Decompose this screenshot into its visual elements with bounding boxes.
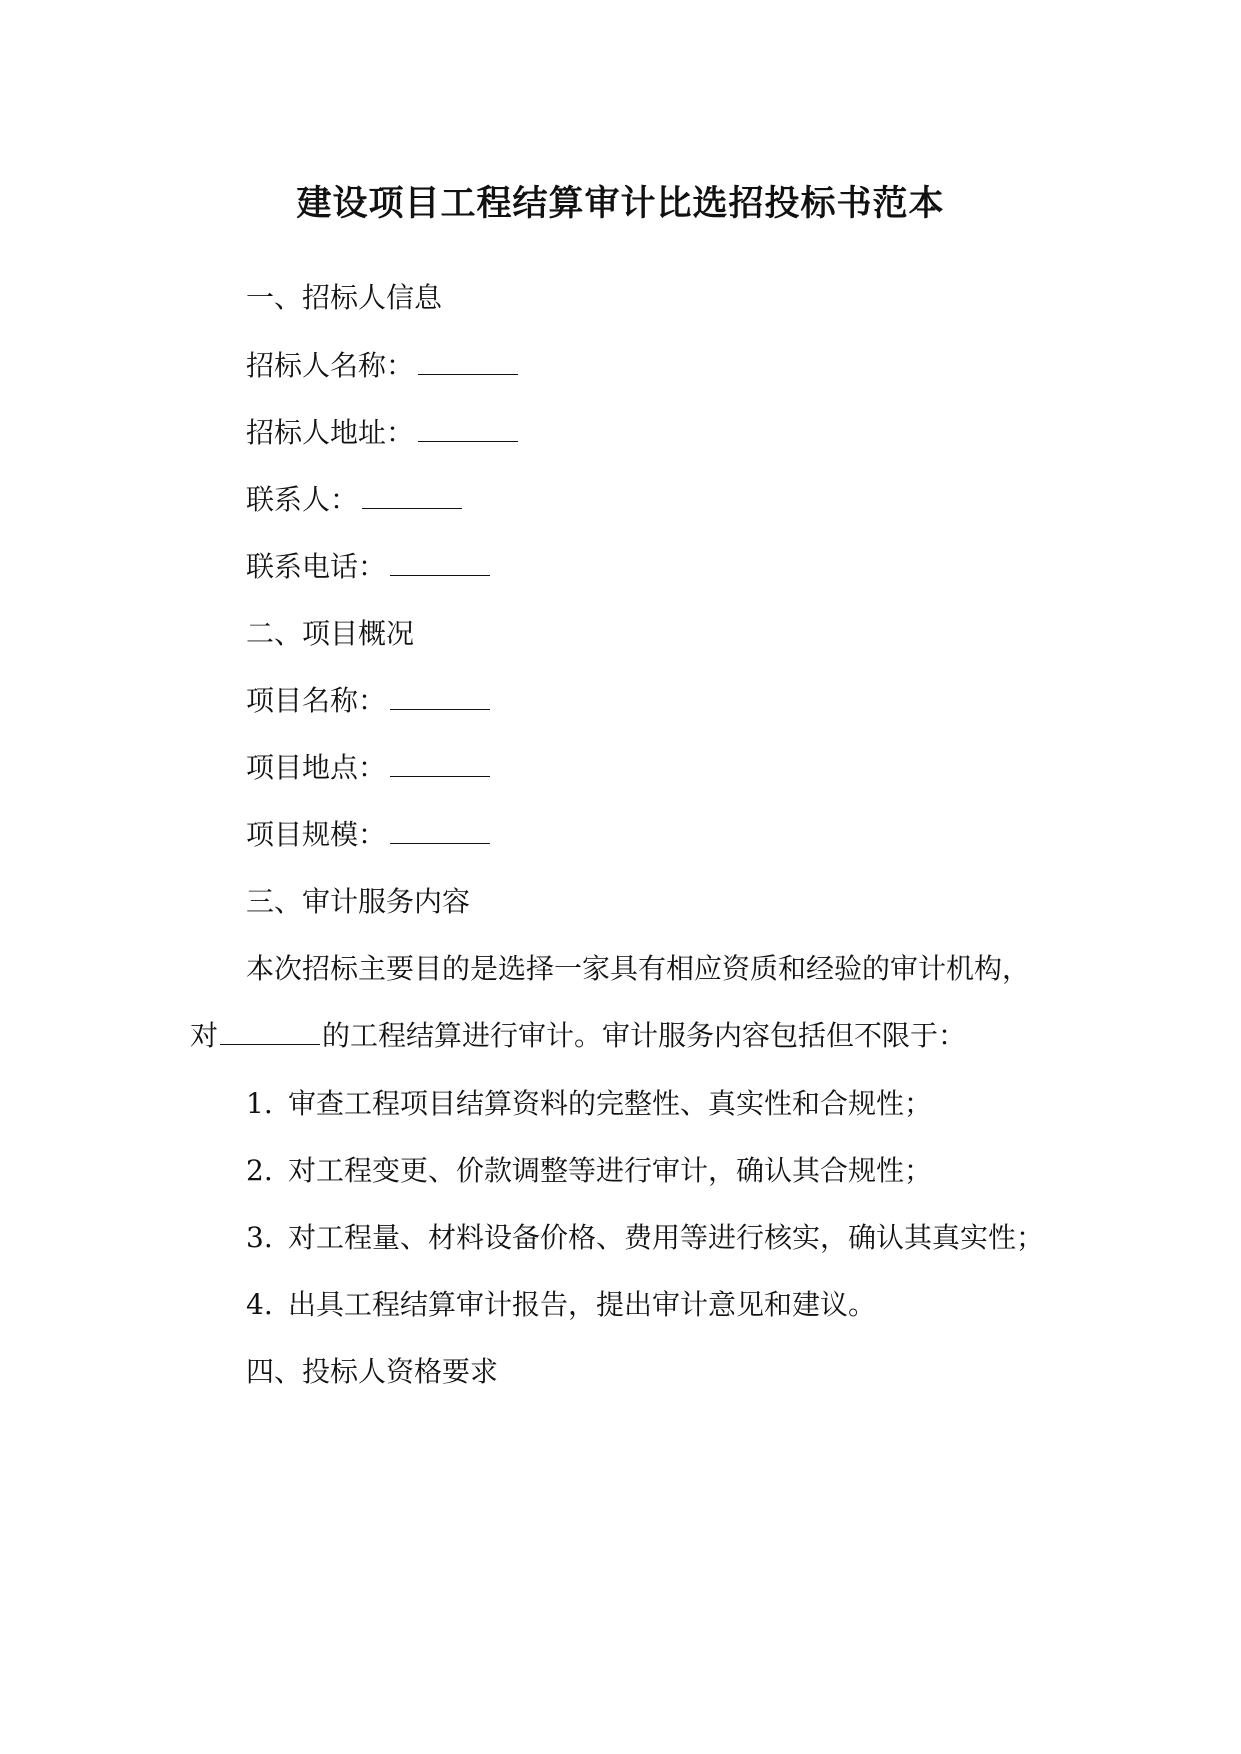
- list-item-text: 出具工程结算审计报告，提出审计意见和建议。: [288, 1288, 877, 1321]
- field-project-name: [246, 681, 490, 721]
- field-contact-phone: [246, 547, 490, 587]
- section1-heading: 一、招标人信息: [246, 281, 443, 314]
- list-item-text: 对工程量、材料设备价格、费用等进行核实，确认其真实性；: [288, 1221, 1045, 1254]
- blank-line: [362, 482, 462, 509]
- blank-line: [390, 549, 490, 576]
- list-item: [246, 1218, 1044, 1258]
- section4-heading: 四、投标人资格要求: [246, 1355, 499, 1388]
- blank-line: [390, 683, 490, 710]
- field-label: 项目规模：: [246, 818, 387, 851]
- list-item-number: 2.: [246, 1154, 273, 1187]
- field-project-scale: [246, 815, 490, 855]
- section3-paragraph-line1: 本次招标主要目的是选择一家具有相应资质和经验的审计机构，: [246, 952, 1031, 985]
- blank-line: [418, 415, 518, 442]
- blank-line: [220, 1018, 320, 1045]
- blank-line: [390, 817, 490, 844]
- field-tenderer-address: [246, 413, 518, 453]
- paragraph-suffix: 的工程结算进行审计。审计服务内容包括但不限于：: [322, 1019, 967, 1052]
- list-item-number: 4.: [246, 1288, 273, 1321]
- list-item: [246, 1151, 932, 1191]
- blank-line: [418, 348, 518, 375]
- document-title: 建设项目工程结算审计比选招投标书范本: [296, 183, 945, 224]
- section3-paragraph-line2: [190, 1016, 966, 1056]
- list-item-text: 对工程变更、价款调整等进行审计，确认其合规性；: [288, 1154, 933, 1187]
- field-label: 联系电话：: [246, 550, 387, 583]
- field-contact-person: [246, 480, 462, 520]
- list-item-number: 3.: [246, 1221, 273, 1254]
- list-item: [246, 1285, 876, 1325]
- paragraph-prefix: 对: [190, 1019, 219, 1052]
- section2-heading: 二、项目概况: [246, 617, 415, 650]
- list-item-number: 1.: [246, 1087, 273, 1120]
- section3-heading: 三、审计服务内容: [246, 885, 471, 918]
- field-label: 项目名称：: [246, 684, 387, 717]
- field-project-location: [246, 748, 490, 788]
- field-tenderer-name: [246, 346, 518, 386]
- list-item: [246, 1084, 932, 1124]
- blank-line: [390, 750, 490, 777]
- field-label: 招标人名称：: [246, 349, 415, 382]
- field-label: 项目地点：: [246, 751, 387, 784]
- field-label: 联系人：: [246, 483, 359, 516]
- field-label: 招标人地址：: [246, 416, 415, 449]
- list-item-text: 审查工程项目结算资料的完整性、真实性和合规性；: [288, 1087, 933, 1120]
